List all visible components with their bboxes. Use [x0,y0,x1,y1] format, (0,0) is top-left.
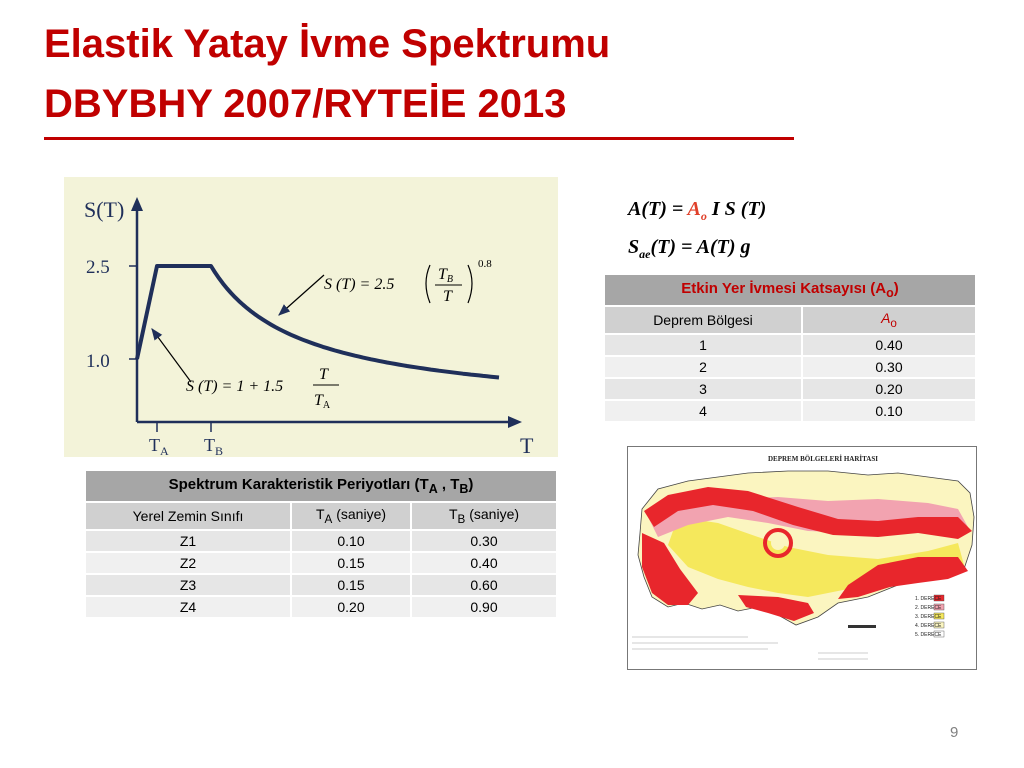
seismic-zone-map [627,446,977,670]
svg-text:1. DERECE: 1. DERECE [915,596,942,602]
table-row: 4 0.10 [605,401,975,421]
title-underline [44,137,794,140]
table-row: 1 0.40 [605,335,975,355]
period-header-ta: $T_A$ (saniye) [292,503,410,529]
pointer-arrow-ascending [152,329,191,382]
x-tick-label-tb: $T_B$ [204,435,224,457]
map-title: DEPREM BÖLGELERİ HARİTASI [768,455,878,463]
equation-ascending [186,366,339,411]
y-tick-label-1-0: 1.0 [86,351,110,372]
period-table-caption: Spektrum Karakteristik Periyotları ($T_A$ , $T_B$) [86,471,556,501]
period-header-tb: $T_B$ (saniye) [412,503,556,529]
eq-asc-lhs: S (T) = 1 + 1.5 [186,378,284,395]
eq-desc-right-paren [468,265,472,303]
spectrum-chart [64,177,558,457]
svg-text:3. DERECE: 3. DERECE [915,614,942,620]
eq-desc-left-paren [426,265,430,303]
table-row: Z2 0.15 0.40 [86,553,556,573]
period-header-soil: Yerel Zemin Sınıfı [86,503,290,529]
eq-desc-den: T [443,288,452,305]
spectrum-chart-svg [64,177,558,457]
formula-sae: $S_{ae}(T) = A(T)$ g [628,236,751,261]
eq-asc-num: T [319,366,328,383]
eq-desc-exp: 0.8 [478,258,492,270]
ao-table-caption: Etkin Yer İvmesi Katsayısı $(A_o)$ [605,275,975,305]
formula-ao: $A_o$ [687,198,707,223]
eq-asc-den: TA [314,392,331,411]
table-row: Z3 0.15 0.60 [86,575,556,595]
eq-desc-num: TB [438,266,454,285]
table-row: Z1 0.10 0.30 [86,531,556,551]
table-row: 2 0.30 [605,357,975,377]
slide-title-line2: DBYBHY 2007/RYTEİE 2013 [44,82,567,126]
ao-header-ao: $A_o$ [803,307,975,333]
eq-desc-lhs: S (T) = 2.5 [324,276,395,293]
svg-text:2. DERECE: 2. DERECE [915,605,942,611]
svg-text:5. DERECE: 5. DERECE [915,632,942,638]
y-axis-arrowhead [131,197,143,211]
svg-text:4. DERECE: 4. DERECE [915,623,942,629]
y-tick-label-2-5: 2.5 [86,257,110,278]
slide-title-line1: Elastik Yatay İvme Spektrumu [44,22,611,66]
map-scale-bar [848,625,876,628]
page-number: 9 [950,724,959,741]
map-center-core [771,536,785,550]
x-tick-label-ta: $T_A$ [149,435,169,457]
ao-table [603,273,977,423]
equation-descending [324,258,492,305]
x-axis-label: T [520,433,534,457]
x-axis-arrowhead [508,416,522,428]
formula-a-t: $A(T) = A_o$ I S (T) [628,198,767,223]
table-row: Z4 0.20 0.90 [86,597,556,617]
y-axis-label: S(T) [84,197,125,222]
map-legend [915,595,944,638]
period-table [84,469,558,619]
table-row: 3 0.20 [605,379,975,399]
seismic-map-svg [628,447,976,669]
pointer-arrow-descending [279,275,324,315]
ao-header-zone: Deprem Bölgesi [605,307,801,333]
